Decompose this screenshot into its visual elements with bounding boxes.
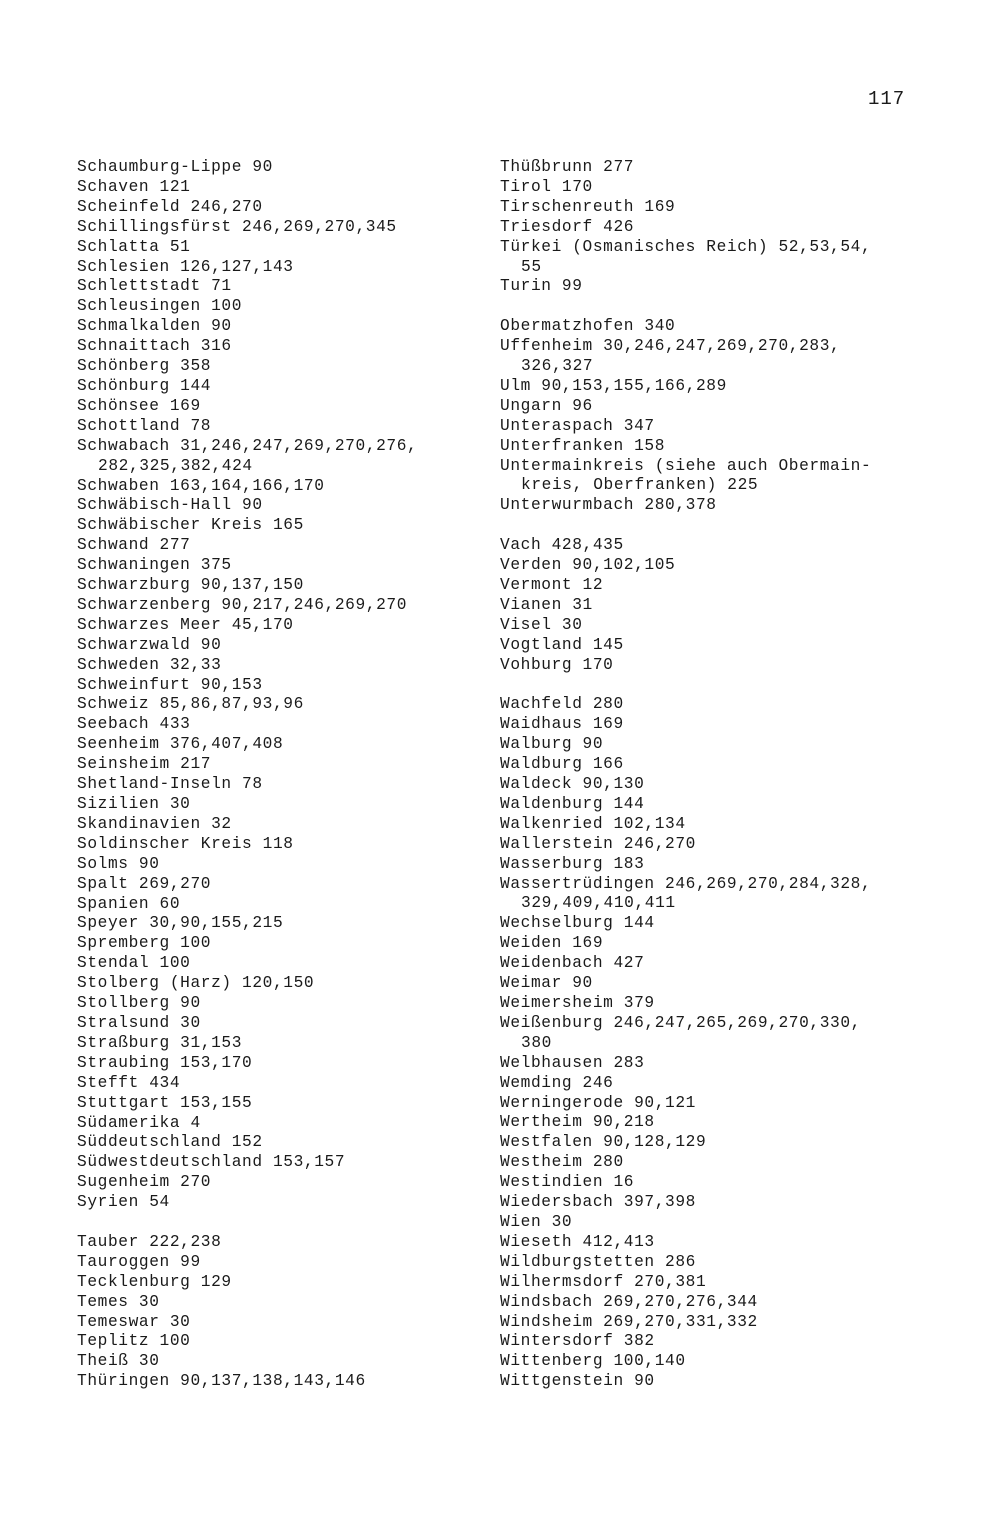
index-entry-text: Shetland-Inseln 78 bbox=[77, 775, 263, 794]
index-entry bbox=[77, 397, 517, 417]
index-entry-text: Schlatta 51 bbox=[77, 237, 191, 256]
index-entry-text: Vermont 12 bbox=[500, 576, 604, 594]
index-entry bbox=[77, 795, 517, 815]
index-entry-text: Vach 428,435 bbox=[500, 536, 624, 555]
index-entry bbox=[77, 1352, 517, 1372]
index-entry bbox=[77, 218, 517, 238]
index-entry bbox=[500, 1372, 940, 1392]
index-entry bbox=[500, 1074, 940, 1094]
index-entry-text: Seinsheim 217 bbox=[77, 755, 212, 774]
index-entry-text: Schlettstadt 71 bbox=[77, 277, 232, 296]
index-entry bbox=[500, 954, 940, 974]
index-entry bbox=[500, 457, 940, 497]
index-entry-text: Vohburg 170 bbox=[500, 655, 614, 674]
index-entry-text: Stolberg (Harz) 120,150 bbox=[77, 974, 315, 993]
index-entry bbox=[500, 437, 940, 457]
index-entry bbox=[500, 596, 940, 616]
page-number: 117 bbox=[868, 88, 906, 110]
index-entry bbox=[500, 238, 940, 278]
index-entry bbox=[500, 397, 940, 417]
index-entry bbox=[77, 954, 517, 974]
index-entry-text: Werningerode 90,121 bbox=[500, 1093, 696, 1112]
index-entry bbox=[77, 317, 517, 337]
index-entry bbox=[77, 695, 517, 715]
index-entry-text: Visel 30 bbox=[500, 615, 583, 634]
index-entry-text: Wassertrüdingen 246,269,270,284,328, bbox=[500, 874, 872, 893]
index-entry bbox=[77, 676, 517, 696]
index-entry-text: Syrien 54 bbox=[77, 1193, 170, 1212]
index-entry bbox=[500, 337, 940, 377]
index-entry-continuation: 282,325,382,424 bbox=[98, 456, 253, 475]
index-entry-text: Temeswar 30 bbox=[77, 1312, 191, 1331]
index-entry bbox=[500, 715, 940, 735]
index-entry-text: Temes 30 bbox=[77, 1292, 160, 1311]
index-entry-text: Westindien 16 bbox=[500, 1173, 635, 1192]
index-entry-text: Sizilien 30 bbox=[77, 795, 191, 813]
index-entry-text: Weimar 90 bbox=[500, 974, 593, 993]
index-entry bbox=[77, 1074, 517, 1094]
index-entry bbox=[77, 835, 517, 855]
index-entry bbox=[77, 437, 517, 477]
index-entry bbox=[500, 1273, 940, 1293]
index-entry-text: Tauroggen 99 bbox=[77, 1252, 201, 1271]
index-entry bbox=[500, 1054, 940, 1074]
index-entry-text: Seebach 433 bbox=[77, 715, 191, 734]
index-entry-text: Weimersheim 379 bbox=[500, 994, 655, 1013]
index-entry bbox=[77, 914, 517, 934]
index-entry bbox=[77, 198, 517, 218]
index-entry bbox=[500, 576, 940, 596]
index-entry-text: Teplitz 100 bbox=[77, 1332, 191, 1351]
index-entry-text: Welbhausen 283 bbox=[500, 1053, 645, 1072]
index-entry-text: Weiden 169 bbox=[500, 934, 604, 953]
index-entry-text: Wilhermsdorf 270,381 bbox=[500, 1272, 707, 1291]
index-entry-text: Wemding 246 bbox=[500, 1073, 614, 1092]
index-entry-text: Theiß 30 bbox=[77, 1352, 160, 1371]
index-column-right bbox=[500, 158, 940, 1392]
index-entry-text: Schwarzwald 90 bbox=[77, 635, 222, 654]
index-entry-text: Türkei (Osmanisches Reich) 52,53,54, bbox=[500, 237, 872, 256]
index-entry-text: Stendal 100 bbox=[77, 954, 191, 973]
index-entry-text: Scheinfeld 246,270 bbox=[77, 197, 263, 216]
index-entry bbox=[77, 238, 517, 258]
index-entry bbox=[77, 855, 517, 875]
index-entry bbox=[77, 496, 517, 516]
index-entry-text: Tecklenburg 129 bbox=[77, 1272, 232, 1291]
index-entry bbox=[500, 377, 940, 397]
index-entry-text: Schweden 32,33 bbox=[77, 655, 222, 674]
index-entry bbox=[77, 158, 517, 178]
index-entry-text: Seenheim 376,407,408 bbox=[77, 735, 284, 754]
index-entry-text: Schaven 121 bbox=[77, 177, 191, 196]
index-entry bbox=[77, 1313, 517, 1333]
index-entry-text: Turin 99 bbox=[500, 277, 583, 296]
index-entry bbox=[77, 934, 517, 954]
index-entry-text: Schleusingen 100 bbox=[77, 297, 243, 316]
index-entry bbox=[77, 1133, 517, 1153]
index-entry bbox=[77, 357, 517, 377]
index-entry-text: Wintersdorf 382 bbox=[500, 1332, 655, 1351]
index-entry-text: Speyer 30,90,155,215 bbox=[77, 914, 284, 933]
index-entry-text: Walburg 90 bbox=[500, 735, 604, 754]
index-entry bbox=[77, 377, 517, 397]
index-entry bbox=[500, 496, 940, 516]
index-entry bbox=[77, 576, 517, 596]
index-entry bbox=[77, 1153, 517, 1173]
index-entry-text: Unterfranken 158 bbox=[500, 436, 666, 455]
index-entry-text: Verden 90,102,105 bbox=[500, 556, 676, 575]
index-entry bbox=[500, 1133, 940, 1153]
index-entry bbox=[500, 1352, 940, 1372]
index-entry-text: Waldburg 166 bbox=[500, 755, 624, 774]
index-entry bbox=[77, 258, 517, 278]
index-entry-text: Thüringen 90,137,138,143,146 bbox=[77, 1372, 366, 1391]
index-entry bbox=[77, 815, 517, 835]
index-entry-text: Schmalkalden 90 bbox=[77, 317, 232, 336]
index-entry-text: Straßburg 31,153 bbox=[77, 1033, 243, 1052]
letter-group-gap bbox=[500, 297, 940, 317]
index-entry bbox=[500, 1014, 940, 1054]
index-entry bbox=[500, 795, 940, 815]
index-entry-text: Wittgenstein 90 bbox=[500, 1372, 655, 1391]
index-entry bbox=[500, 417, 940, 437]
index-entry bbox=[500, 1332, 940, 1352]
index-entry bbox=[500, 815, 940, 835]
index-entry-text: Windsheim 269,270,331,332 bbox=[500, 1312, 758, 1331]
index-entry-text: Soldinscher Kreis 118 bbox=[77, 834, 294, 853]
index-entry-text: Uffenheim 30,246,247,269,270,283, bbox=[500, 337, 841, 356]
index-entry bbox=[77, 516, 517, 536]
index-entry-text: Tirschenreuth 169 bbox=[500, 197, 676, 216]
index-entry-text: Stralsund 30 bbox=[77, 1013, 201, 1032]
index-entry-text: Stuttgart 153,155 bbox=[77, 1093, 253, 1112]
index-entry-text: Schnaittach 316 bbox=[77, 337, 232, 356]
index-entry-text: Triesdorf 426 bbox=[500, 217, 635, 236]
index-entry-text: Schönburg 144 bbox=[77, 376, 212, 395]
index-entry-text: Waldenburg 144 bbox=[500, 794, 645, 813]
index-entry-text: Stefft 434 bbox=[77, 1073, 181, 1092]
index-entry-text: Walkenried 102,134 bbox=[500, 814, 686, 833]
index-entry-text: Spalt 269,270 bbox=[77, 874, 212, 893]
index-entry bbox=[500, 1173, 940, 1193]
index-entry-text: Süddeutschland 152 bbox=[77, 1133, 263, 1152]
index-entry bbox=[77, 1114, 517, 1134]
index-entry-text: Spanien 60 bbox=[77, 894, 181, 913]
index-entry-text: Schönberg 358 bbox=[77, 357, 212, 376]
index-entry-text: Schlesien 126,127,143 bbox=[77, 257, 294, 276]
index-entry bbox=[77, 1054, 517, 1074]
index-entry-text: Südamerika 4 bbox=[77, 1113, 201, 1132]
index-entry bbox=[500, 198, 940, 218]
index-entry-text: Schwabach 31,246,247,269,270,276, bbox=[77, 436, 418, 455]
index-entry bbox=[500, 178, 940, 198]
index-entry-text: Obermatzhofen 340 bbox=[500, 317, 676, 336]
index-entry-continuation: 326,327 bbox=[521, 357, 594, 376]
index-entry bbox=[500, 1153, 940, 1173]
index-entry-text: Wildburgstetten 286 bbox=[500, 1252, 696, 1271]
letter-group-gap bbox=[77, 1213, 517, 1233]
index-entry-text: Sugenheim 270 bbox=[77, 1173, 212, 1192]
index-entry-text: Schweiz 85,86,87,93,96 bbox=[77, 695, 304, 714]
index-entry-continuation: 55 bbox=[521, 257, 542, 276]
index-entry-text: Skandinavien 32 bbox=[77, 814, 232, 833]
index-entry bbox=[500, 1253, 940, 1273]
index-entry bbox=[500, 556, 940, 576]
index-entry-continuation: 380 bbox=[521, 1033, 552, 1052]
index-entry bbox=[77, 755, 517, 775]
index-entry bbox=[500, 656, 940, 676]
index-entry bbox=[77, 1253, 517, 1273]
index-entry bbox=[500, 616, 940, 636]
index-entry bbox=[500, 158, 940, 178]
index-entry bbox=[77, 1273, 517, 1293]
index-entry-continuation: kreis, Oberfranken) 225 bbox=[521, 476, 759, 495]
index-entry-text: Wallerstein 246,270 bbox=[500, 834, 696, 853]
index-entry-text: Südwestdeutschland 153,157 bbox=[77, 1153, 346, 1172]
index-entry bbox=[77, 297, 517, 317]
index-entry bbox=[77, 1293, 517, 1313]
index-entry-text: Schönsee 169 bbox=[77, 396, 201, 415]
index-entry bbox=[77, 536, 517, 556]
index-entry-text: Vianen 31 bbox=[500, 595, 593, 614]
index-entry-text: Wiedersbach 397,398 bbox=[500, 1193, 696, 1212]
index-entry bbox=[77, 337, 517, 357]
index-entry bbox=[500, 875, 940, 915]
index-entry bbox=[500, 317, 940, 337]
index-entry-text: Schweinfurt 90,153 bbox=[77, 675, 263, 694]
index-entry-text: Schaumburg-Lippe 90 bbox=[77, 158, 273, 176]
index-entry bbox=[77, 1014, 517, 1034]
index-entry bbox=[500, 914, 940, 934]
index-entry-text: Windsbach 269,270,276,344 bbox=[500, 1292, 758, 1311]
index-entry-text: Schwaben 163,164,166,170 bbox=[77, 476, 325, 495]
index-entry-text: Weißenburg 246,247,265,269,270,330, bbox=[500, 1013, 861, 1032]
index-entry-text: Ulm 90,153,155,166,289 bbox=[500, 376, 727, 395]
index-entry-text: Westheim 280 bbox=[500, 1153, 624, 1172]
index-entry bbox=[77, 656, 517, 676]
index-entry bbox=[500, 218, 940, 238]
index-entry bbox=[500, 1213, 940, 1233]
index-entry-text: Schottland 78 bbox=[77, 416, 212, 435]
index-entry bbox=[500, 1094, 940, 1114]
index-entry-text: Schwäbischer Kreis 165 bbox=[77, 516, 304, 535]
index-entry bbox=[500, 994, 940, 1014]
letter-group-gap bbox=[500, 676, 940, 696]
index-entry bbox=[77, 994, 517, 1014]
index-entry-text: Weidenbach 427 bbox=[500, 954, 645, 973]
index-entry-text: Unterwurmbach 280,378 bbox=[500, 496, 717, 515]
index-entry bbox=[77, 974, 517, 994]
index-entry bbox=[77, 277, 517, 297]
index-entry bbox=[500, 1293, 940, 1313]
index-entry-text: Thüßbrunn 277 bbox=[500, 158, 635, 176]
index-entry-text: Schwäbisch-Hall 90 bbox=[77, 496, 263, 515]
index-entry bbox=[500, 1113, 940, 1133]
index-entry-text: Straubing 153,170 bbox=[77, 1053, 253, 1072]
index-entry-text: Schillingsfürst 246,269,270,345 bbox=[77, 217, 397, 236]
index-entry-continuation: 329,409,410,411 bbox=[521, 894, 676, 913]
index-entry bbox=[500, 1233, 940, 1253]
index-entry bbox=[500, 277, 940, 297]
index-entry bbox=[77, 1034, 517, 1054]
index-entry bbox=[77, 715, 517, 735]
index-entry-text: Waldeck 90,130 bbox=[500, 775, 645, 794]
index-entry bbox=[77, 636, 517, 656]
index-entry bbox=[77, 1173, 517, 1193]
index-entry bbox=[77, 616, 517, 636]
index-entry-text: Waidhaus 169 bbox=[500, 715, 624, 734]
index-entry bbox=[500, 855, 940, 875]
index-entry bbox=[500, 735, 940, 755]
index-entry bbox=[77, 875, 517, 895]
letter-group-gap bbox=[500, 516, 940, 536]
index-entry bbox=[500, 1193, 940, 1213]
index-entry-text: Westfalen 90,128,129 bbox=[500, 1133, 707, 1152]
index-entry-text: Tirol 170 bbox=[500, 177, 593, 196]
index-entry-text: Wittenberg 100,140 bbox=[500, 1352, 686, 1371]
index-entry bbox=[500, 934, 940, 954]
index-entry bbox=[77, 596, 517, 616]
index-entry bbox=[500, 974, 940, 994]
index-entry bbox=[77, 1372, 517, 1392]
index-entry-text: Solms 90 bbox=[77, 854, 160, 873]
index-entry-text: Wasserburg 183 bbox=[500, 854, 645, 873]
index-entry bbox=[500, 695, 940, 715]
index-entry bbox=[77, 1094, 517, 1114]
index-entry bbox=[77, 895, 517, 915]
index-entry-text: Ungarn 96 bbox=[500, 396, 593, 415]
index-entry bbox=[500, 536, 940, 556]
index-entry-text: Wieseth 412,413 bbox=[500, 1232, 655, 1251]
index-entry-text: Vogtland 145 bbox=[500, 635, 624, 654]
index-entry bbox=[500, 775, 940, 795]
index-entry-text: Wien 30 bbox=[500, 1212, 573, 1231]
index-entry bbox=[500, 636, 940, 656]
index-entry-text: Wechselburg 144 bbox=[500, 914, 655, 933]
index-entry-text: Schwarzenberg 90,217,246,269,270 bbox=[77, 595, 408, 614]
index-entry bbox=[77, 735, 517, 755]
index-entry bbox=[77, 1193, 517, 1213]
index-entry bbox=[77, 417, 517, 437]
index-entry bbox=[500, 755, 940, 775]
index-column-left bbox=[77, 158, 517, 1392]
index-entry-text: Schwarzburg 90,137,150 bbox=[77, 576, 304, 595]
index-entry-text: Schwaningen 375 bbox=[77, 556, 232, 575]
index-entry bbox=[77, 477, 517, 497]
index-entry-text: Schwarzes Meer 45,170 bbox=[77, 615, 294, 634]
index-entry bbox=[77, 556, 517, 576]
index-entry-text: Wachfeld 280 bbox=[500, 695, 624, 714]
index-entry-text: Stollberg 90 bbox=[77, 994, 201, 1013]
index-entry-text: Untermainkreis (siehe auch Obermain- bbox=[500, 456, 872, 475]
index-entry bbox=[77, 775, 517, 795]
index-entry-text: Wertheim 90,218 bbox=[500, 1113, 655, 1132]
index-entry-text: Spremberg 100 bbox=[77, 934, 212, 953]
index-entry-text: Tauber 222,238 bbox=[77, 1232, 222, 1251]
index-entry bbox=[500, 1313, 940, 1333]
index-entry bbox=[77, 178, 517, 198]
index-entry bbox=[77, 1233, 517, 1253]
index-entry-text: Schwand 277 bbox=[77, 536, 191, 555]
index-entry bbox=[500, 835, 940, 855]
index-entry-text: Unteraspach 347 bbox=[500, 416, 655, 435]
index-entry bbox=[77, 1332, 517, 1352]
